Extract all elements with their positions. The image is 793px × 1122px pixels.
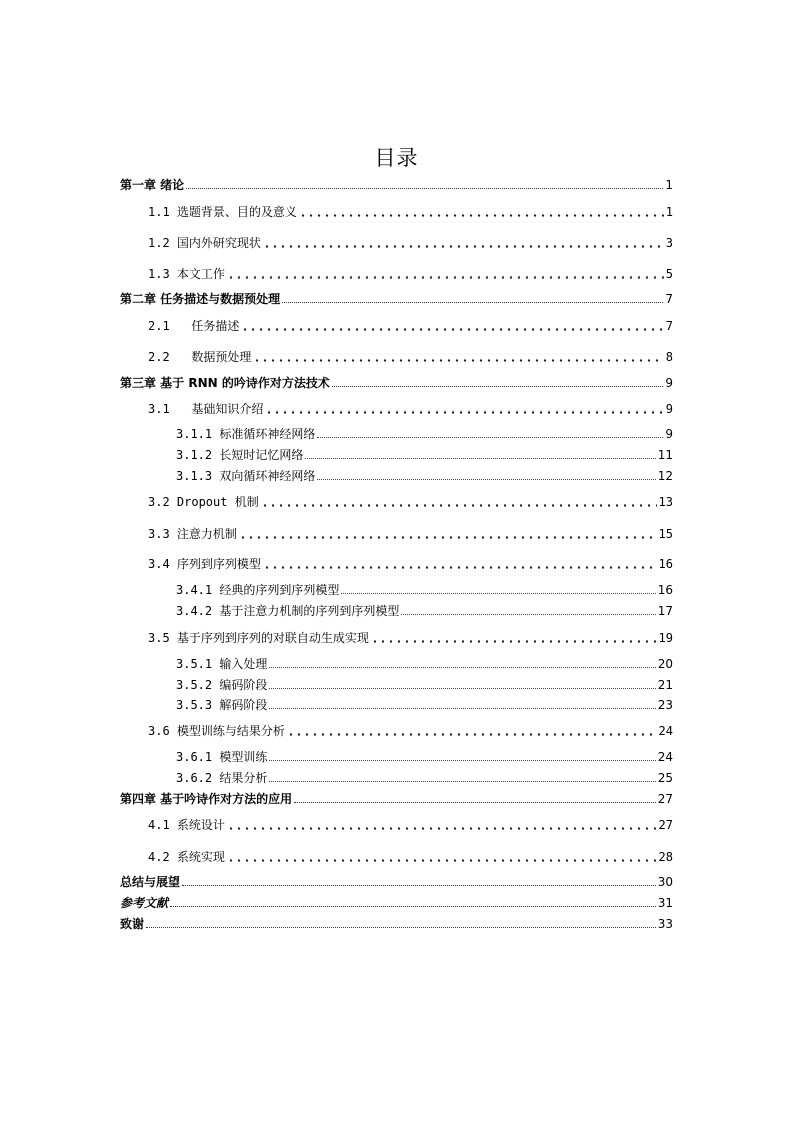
toc-entry-1-2[interactable] xyxy=(148,235,673,251)
dot-leader xyxy=(261,504,657,507)
toc-entry-3-1-2[interactable] xyxy=(176,447,673,463)
dot-leader xyxy=(269,760,655,761)
toc-entry-page: 31 xyxy=(657,896,673,910)
toc-entry-label: 总结与展望 xyxy=(120,875,181,889)
toc-entry-3-4-1[interactable] xyxy=(176,582,673,598)
toc-entry-chapter-1[interactable] xyxy=(120,177,673,193)
toc-entry-3-5-3[interactable] xyxy=(176,697,673,713)
dot-leader xyxy=(265,411,663,414)
toc-entry-page: 25 xyxy=(657,771,673,785)
toc-entry-page: 17 xyxy=(657,604,673,618)
toc-entry-label: 致谢 xyxy=(120,917,145,931)
toc-entry-label: 3.2 Dropout 机制 xyxy=(148,495,259,509)
toc-entry-page: 27 xyxy=(658,818,673,832)
dot-leader xyxy=(263,566,657,569)
dot-leader xyxy=(146,927,656,928)
toc-entry-chapter-2[interactable] xyxy=(120,291,673,307)
toc-entry-page: 9 xyxy=(665,427,673,441)
toc-entry-page: 8 xyxy=(665,350,673,364)
toc-entry-page: 20 xyxy=(657,657,673,671)
dot-leader xyxy=(253,359,663,362)
dot-leader xyxy=(227,276,664,279)
toc-entry-label: 第四章 基于吟诗作对方法的应用 xyxy=(120,792,293,806)
toc-entry-label: 3.5.3 解码阶段 xyxy=(176,698,268,712)
toc-entry-3-2[interactable] xyxy=(148,494,673,510)
toc-entry-page: 16 xyxy=(658,557,673,571)
toc-entry-3-5[interactable] xyxy=(148,630,673,646)
toc-entry-3-5-2[interactable] xyxy=(176,677,673,693)
toc-entry-page: 9 xyxy=(665,402,673,416)
toc-entry-label: 3.1.2 长短时记忆网络 xyxy=(176,448,304,462)
toc-entry-page: 19 xyxy=(658,631,673,645)
toc-entry-label: 3.5.2 编码阶段 xyxy=(176,678,268,692)
dot-leader xyxy=(282,302,663,303)
toc-entry-label: 第二章 任务描述与数据预处理 xyxy=(120,292,281,306)
toc-entry-label: 第一章 绪论 xyxy=(120,178,185,192)
toc-entry-page: 21 xyxy=(657,678,673,692)
toc-entry-page: 1 xyxy=(665,205,673,219)
toc-entry-page: 30 xyxy=(657,875,673,889)
dot-leader xyxy=(241,328,663,331)
toc-entry-label: 3.1.1 标准循环神经网络 xyxy=(176,427,316,441)
toc-entry-3-1[interactable] xyxy=(148,401,673,417)
dot-leader xyxy=(269,688,655,689)
toc-entry-page: 7 xyxy=(665,292,673,306)
toc-title: 目录 xyxy=(374,146,419,170)
toc-entry-label: 3.6 模型训练与结果分析 xyxy=(148,724,285,738)
dot-leader xyxy=(269,708,655,709)
dot-leader xyxy=(332,386,663,387)
toc-entry-label: 2.2 数据预处理 xyxy=(148,350,252,364)
toc-entry-label: 2.1 任务描述 xyxy=(148,319,240,333)
dot-leader xyxy=(371,640,657,643)
toc-entry-label: 3.4.2 基于注意力机制的序列到序列模型 xyxy=(176,604,400,618)
toc-entry-page: 11 xyxy=(657,448,673,462)
toc-entry-page: 9 xyxy=(665,376,673,390)
toc-entry-label: 3.5 基于序列到序列的对联自动生成实现 xyxy=(148,631,369,645)
dot-leader xyxy=(227,859,657,862)
toc-entry-page: 1 xyxy=(665,178,673,192)
toc-entry-label: 4.2 系统实现 xyxy=(148,850,225,864)
toc-entry-label: 3.6.1 模型训练 xyxy=(176,750,268,764)
toc-entry-page: 12 xyxy=(657,469,673,483)
toc-entry-3-4-2[interactable] xyxy=(176,603,673,619)
toc-entry-references[interactable] xyxy=(120,895,673,911)
toc-entry-label: 1.2 国内外研究现状 xyxy=(148,236,261,250)
toc-entry-label: 3.3 注意力机制 xyxy=(148,527,237,541)
dot-leader xyxy=(182,885,656,886)
toc-entry-page: 7 xyxy=(665,319,673,333)
toc-entry-1-1[interactable] xyxy=(148,204,673,220)
toc-entry-label: 3.4.1 经典的序列到序列模型 xyxy=(176,583,340,597)
toc-entry-conclusion[interactable] xyxy=(120,874,673,890)
toc-entry-label: 4.1 系统设计 xyxy=(148,818,225,832)
toc-entry-3-6-2[interactable] xyxy=(176,770,673,786)
toc-entry-label: 3.6.2 结果分析 xyxy=(176,771,268,785)
toc-entry-page: 24 xyxy=(658,724,673,738)
dot-leader xyxy=(269,781,655,782)
toc-entry-2-1[interactable] xyxy=(148,318,673,334)
toc-entry-page: 23 xyxy=(657,698,673,712)
toc-entry-label: 1.1 选题背景、目的及意义 xyxy=(148,205,297,219)
dot-leader xyxy=(401,614,655,615)
toc-entry-page: 13 xyxy=(658,495,673,509)
toc-entry-label: 3.4 序列到序列模型 xyxy=(148,557,261,571)
dot-leader xyxy=(263,245,664,248)
toc-entry-label: 3.5.1 输入处理 xyxy=(176,657,268,671)
toc-entry-page: 24 xyxy=(657,750,673,764)
toc-entry-page: 15 xyxy=(658,527,673,541)
toc-entry-page: 33 xyxy=(657,917,673,931)
toc-entry-3-6[interactable] xyxy=(148,723,673,739)
toc-entry-3-3[interactable] xyxy=(148,526,673,542)
dot-leader xyxy=(317,437,663,438)
dot-leader xyxy=(186,188,663,189)
dot-leader xyxy=(227,827,657,830)
toc-entry-label: 1.3 本文工作 xyxy=(148,267,225,281)
toc-entry-3-1-1[interactable] xyxy=(176,426,673,442)
toc-entry-1-3[interactable] xyxy=(148,266,673,282)
dot-leader xyxy=(239,536,657,539)
toc-entry-page: 27 xyxy=(657,792,673,806)
dot-leader xyxy=(341,593,655,594)
dot-leader xyxy=(170,906,656,907)
toc-entry-page: 3 xyxy=(665,236,673,250)
toc-entry-3-6-1[interactable] xyxy=(176,749,673,765)
toc-entry-4-1[interactable] xyxy=(148,817,673,833)
toc-entry-4-2[interactable] xyxy=(148,849,673,865)
toc-entry-label: 参考文献 xyxy=(120,896,169,910)
toc-entry-acknowledgements[interactable] xyxy=(120,916,673,932)
dot-leader xyxy=(269,667,655,668)
dot-leader xyxy=(294,802,656,803)
toc-entry-page: 16 xyxy=(657,583,673,597)
toc-entry-3-5-1[interactable] xyxy=(176,656,673,672)
toc-entry-label: 第三章 基于 RNN 的吟诗作对方法技术 xyxy=(120,376,330,390)
dot-leader xyxy=(305,458,655,459)
dot-leader xyxy=(317,479,655,480)
toc-entry-label: 3.1 基础知识介绍 xyxy=(148,402,264,416)
toc-entry-label: 3.1.3 双向循环神经网络 xyxy=(176,469,316,483)
toc-entry-chapter-3[interactable] xyxy=(120,375,673,391)
dot-leader xyxy=(287,733,657,736)
toc-entry-chapter-4[interactable] xyxy=(120,791,673,807)
toc-entry-page: 5 xyxy=(665,267,673,281)
toc-entry-page: 28 xyxy=(658,850,673,864)
toc-entry-3-4[interactable] xyxy=(148,556,673,572)
dot-leader xyxy=(299,214,664,217)
toc-entry-2-2[interactable] xyxy=(148,349,673,365)
toc-entry-3-1-3[interactable] xyxy=(176,468,673,484)
